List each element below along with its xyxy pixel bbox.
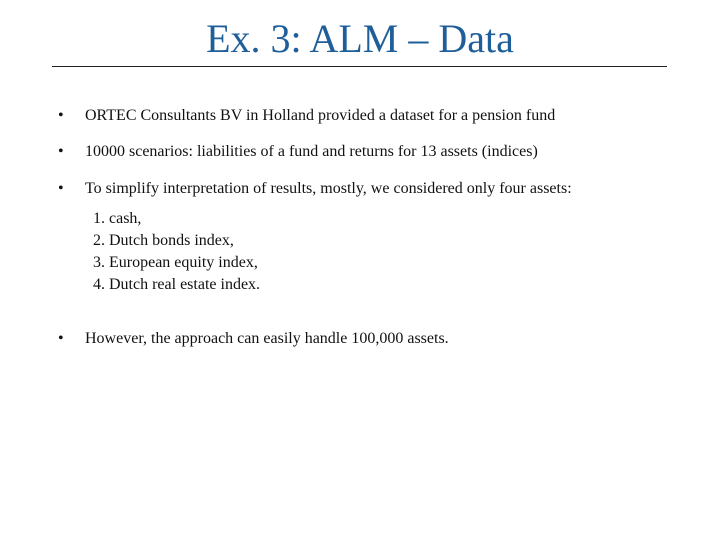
asset-list-item: 1. cash, — [93, 210, 142, 227]
bullet-text: To simplify interpretation of results, mostly, we considered only four assets: — [85, 180, 572, 197]
bullet-text: ORTEC Consultants BV in Holland provided a dataset for a pension fund — [85, 107, 556, 124]
bullet-text: However, the approach can easily handle 100,000 assets. — [85, 330, 449, 347]
bullet-text: 10000 scenarios: liabilities of a fund and returns for 13 assets (indices) — [85, 143, 538, 160]
asset-list — [93, 208, 260, 296]
asset-list-item: 4. Dutch real estate index. — [93, 276, 261, 293]
bullet-dot: • — [58, 143, 64, 160]
title-divider — [52, 66, 667, 67]
asset-list-item: 2. Dutch bonds index, — [93, 232, 234, 249]
asset-list-item: 3. European equity index, — [93, 254, 258, 271]
slide-title: Ex. 3: ALM – Data — [206, 16, 514, 61]
bullet-dot: • — [58, 330, 64, 347]
bullet-dot: • — [58, 180, 64, 197]
bullet-dot: • — [58, 107, 64, 124]
